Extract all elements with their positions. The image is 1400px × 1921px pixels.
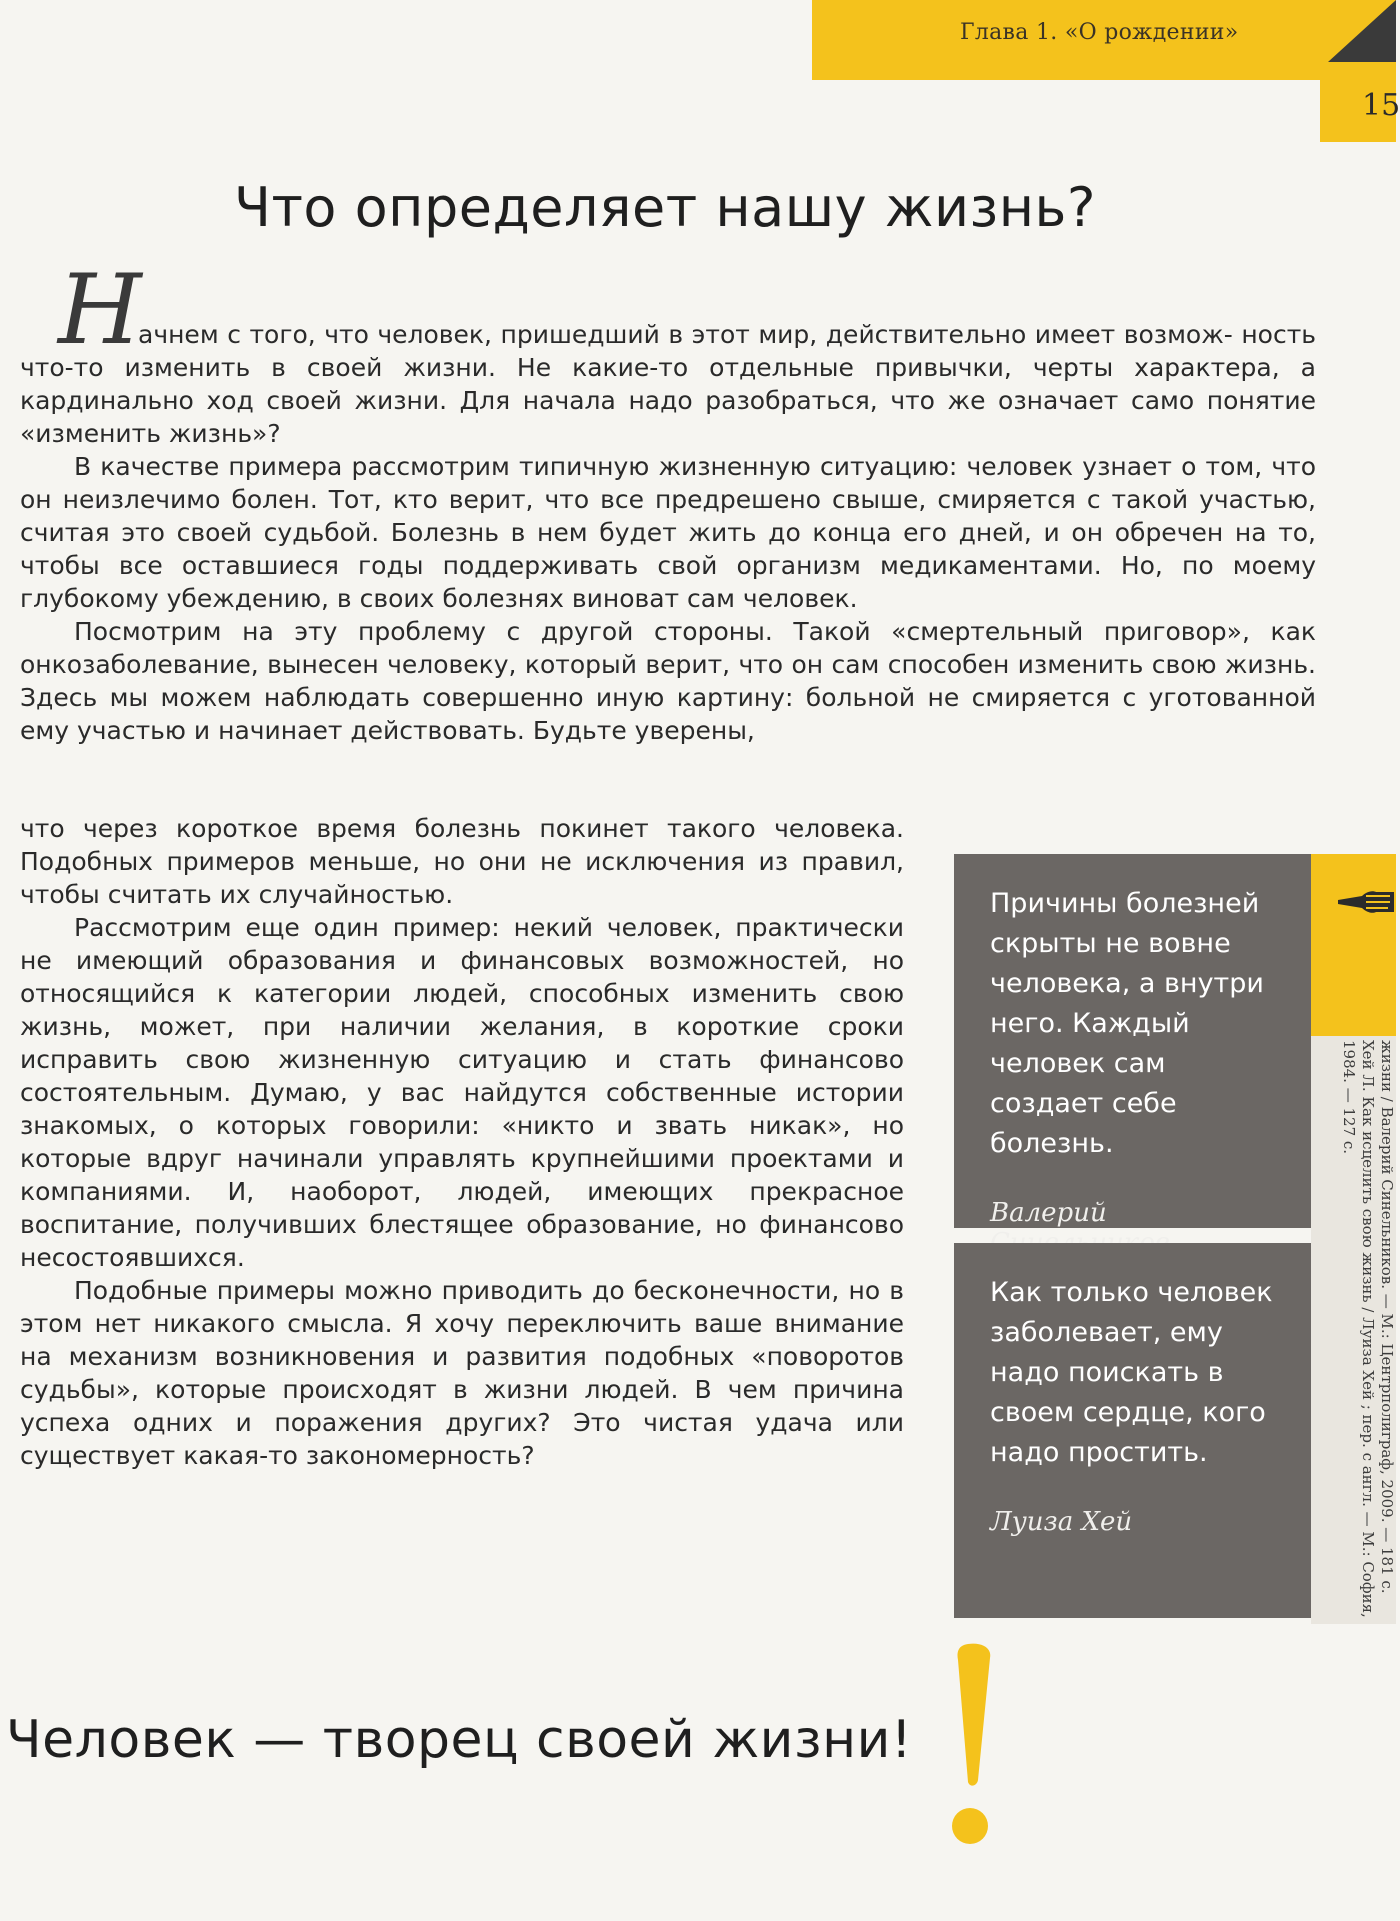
quote-author: Луиза Хей <box>990 1507 1133 1537</box>
source-notes <box>1338 1040 1396 1618</box>
article-body-narrow <box>20 812 904 1472</box>
source-note-3: 1984. — 127 с. <box>1340 1040 1358 1155</box>
closing-heading: Человек — творец своей жизни! <box>6 1710 913 1770</box>
paragraph-1 <box>20 318 1316 450</box>
source-note-2: Хей Л. Как исцелить свою жизнь / Луиза Хей ; пер. с англ. — М.: София, <box>1359 1040 1377 1618</box>
quote-text: Как только человек заболевает, ему надо поискать в своем сердце, кого надо простить. <box>990 1277 1273 1468</box>
article-body-wide <box>20 318 1316 747</box>
drop-cap: Н <box>58 254 142 366</box>
paragraph-3-continued: что через короткое время болезнь покинет такого человека. Подобных примеров меньше, но они не исключения из правил, чтобы считать их случайностью. <box>20 814 904 909</box>
header-corner-triangle <box>1328 0 1396 62</box>
exclamation-icon <box>928 1640 1018 1850</box>
paragraph-1-start: ачнем с того, что человек, пришедший в этот мир, действительно имеет возмож- <box>138 320 1233 349</box>
pointing-hand-icon <box>1336 882 1396 922</box>
source-note-1: жизни / Валерий Синельников. — М.: Центрполиграф, 2009. — 181 с. <box>1378 1040 1396 1594</box>
page-title: Что определяет нашу жизнь? <box>233 176 1097 239</box>
quote-text: Причины болезней скрыты не вовне человека, а внутри него. Каждый человек сам создает себе болезнь. <box>990 888 1264 1159</box>
paragraph-4: Рассмотрим еще один пример: некий человек, практически не имеющий образования и финансовых возможностей, но относящийся к категории людей, способных изменить свою жизнь, может, при наличии желания, в короткие сроки исправить свою жизненную ситуацию и стать финансово состоятельным. Думаю, у вас найдутся собственные истории знакомых, о которых говорили: «никто и звать никак», но которые вдруг начинали управлять крупнейшими проектами и компаниями. И, наоборот, людей, имеющих прекрасное воспитание, получивших блестящее образование, но финансово несостоявшихся. <box>20 913 904 1272</box>
chapter-title: Глава 1. «О рождении» <box>960 20 1239 45</box>
quote-box <box>954 1243 1311 1618</box>
page-number: 15 <box>1362 88 1400 123</box>
paragraph-5: Подобные примеры можно приводить до бесконечности, но в этом нет никакого смысла. Я хочу переключить ваше внимание на механизм возникновения и развития подобных «поворотов судьбы», которые происходят в жизни людей. В чем причина успеха одних и поражения других? Это чистая удача или существует какая-то закономерность? <box>20 1276 904 1470</box>
quote-author: Валерий <box>990 1198 1107 1228</box>
paragraph-1-rest: ность что-то изменить в своей жизни. Не какие-то отдельные привычки, черты характера, а кардинально ход своей жизни. Для начала надо разобраться, что же означает само понятие «изменить жизнь»? <box>20 320 1316 448</box>
paragraph-3: Посмотрим на эту проблему с другой стороны. Такой «смертельный приговор», как онкозаболевание, вынесен человеку, который верит, что он сам способен изменить свою жизнь. Здесь мы можем наблюдать совершенно иную картину: больной не смиряется с уготованной ему участью и начинает действовать. Будьте уверены, <box>20 617 1316 745</box>
quote-box <box>954 854 1311 1228</box>
paragraph-2: В качестве примера рассмотрим типичную жизненную ситуацию: человек узнает о том, что он неизлечимо болен. Тот, кто верит, что все предрешено свыше, смиряется с такой участью, считая это своей судьбой. Болезнь в нем будет жить до конца его дней, и он обречен на то, чтобы все оставшиеся годы поддерживать свой организм медикаментами. Но, по моему глубокому убеждению, в своих болезнях виноват сам человек. <box>20 452 1316 613</box>
